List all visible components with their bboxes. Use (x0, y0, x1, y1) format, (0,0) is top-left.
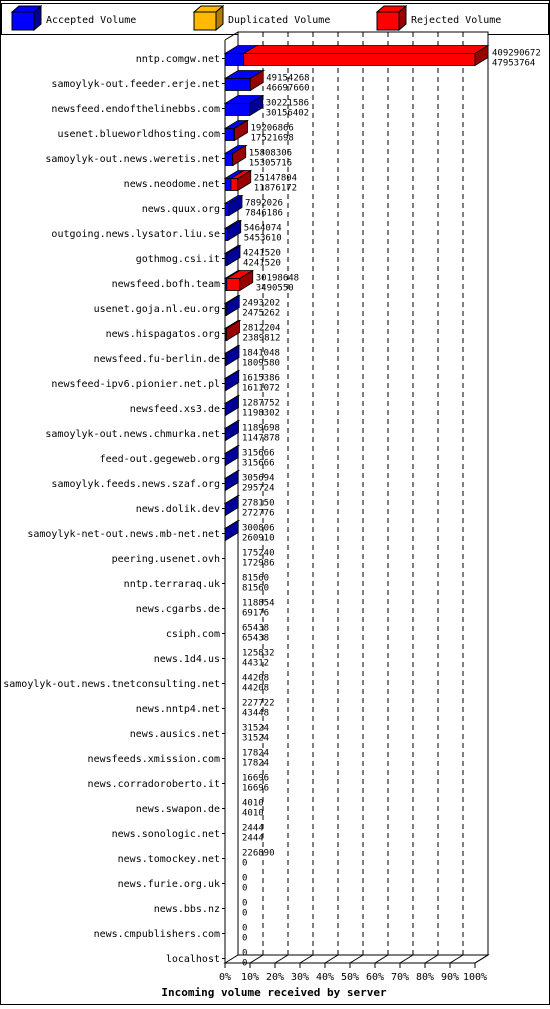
x-tick-label: 70% (390, 972, 410, 983)
category-label: peering.usenet.ovh (111, 554, 220, 565)
total-volume-label: 2812204 (242, 323, 281, 334)
total-volume-label: 4010 (242, 798, 264, 809)
total-volume-label: 5464074 (243, 223, 282, 234)
x-tick-label: 30% (290, 972, 310, 983)
bar-accepted (225, 104, 250, 116)
bar-accepted (225, 229, 228, 241)
accepted-volume-label: 47953764 (492, 58, 536, 69)
category-label: samoylyk-out.news.tnetconsulting.net (3, 679, 220, 690)
bar-accepted (225, 204, 229, 216)
category-label: newsfeed-ipv6.pionier.net.pl (51, 379, 220, 390)
accepted-volume-label: 315666 (242, 458, 275, 469)
total-volume-label: 2493202 (242, 298, 281, 309)
accepted-volume-label: 1147878 (242, 433, 280, 444)
bar-accepted (225, 79, 250, 91)
accepted-volume-label: 46697660 (266, 83, 310, 94)
category-label: csiph.com (165, 629, 220, 640)
category-label: nntp.terraraq.uk (123, 579, 220, 590)
total-volume-label: 31524 (242, 723, 270, 734)
x-tick-label: 90% (440, 972, 460, 983)
accepted-volume-label: 17521698 (250, 133, 294, 144)
bar-accepted (225, 154, 233, 166)
accepted-volume-label: 272776 (242, 508, 275, 519)
bar-top (244, 46, 488, 54)
total-volume-label: 15808306 (248, 148, 293, 159)
category-label: news.nntp4.net (135, 704, 220, 715)
total-volume-label: 81560 (242, 573, 270, 584)
bar-accepted (225, 179, 231, 191)
total-volume-label: 227722 (242, 698, 275, 709)
category-label: samoylyk-net-out.news.mb-net.net (27, 529, 220, 540)
accepted-volume-label: 1611072 (242, 383, 280, 394)
total-volume-label: 4241520 (243, 248, 281, 259)
total-volume-label: 0 (242, 873, 248, 884)
accepted-volume-label: 7846186 (245, 208, 283, 219)
total-volume-label: 1615386 (242, 373, 280, 384)
accepted-volume-label: 2389812 (242, 333, 281, 344)
category-label: newsfeed.fu-berlin.de (93, 354, 220, 365)
category-label: samoylyk.feeds.news.szaf.org (51, 479, 220, 490)
category-label: outgoing.news.lysator.liu.se (51, 229, 220, 240)
category-label: nntp.comgw.net (135, 54, 220, 65)
total-volume-label: 125832 (242, 648, 275, 659)
x-axis-title: Incoming volume received by server (161, 986, 387, 999)
total-volume-label: 44208 (242, 673, 270, 684)
category-label: gothmog.csi.it (135, 254, 220, 265)
category-label: newsfeed.endofthelinebbs.com (51, 104, 220, 115)
total-volume-label: 1189698 (242, 423, 280, 434)
legend-label-1: Accepted Volume (46, 15, 137, 26)
category-label: feed-out.gegeweb.org (99, 454, 220, 465)
accepted-volume-label: 5453610 (243, 233, 282, 244)
accepted-volume-label: 1198302 (242, 408, 280, 419)
total-volume-label: 226890 (242, 848, 275, 859)
accepted-volume-label: 44208 (242, 683, 270, 694)
category-label: news.ausics.net (129, 729, 220, 740)
total-volume-label: 315666 (242, 448, 275, 459)
accepted-volume-label: 81560 (242, 583, 270, 594)
total-volume-label: 19206866 (250, 123, 294, 134)
category-label: news.hispagatos.org (105, 329, 220, 340)
accepted-volume-label: 4241520 (243, 258, 281, 269)
category-label: samoylyk-out.feeder.erje.net (51, 79, 220, 90)
bar-rejected (227, 279, 240, 291)
total-volume-label: 16696 (242, 773, 270, 784)
legend-swatch (12, 12, 34, 30)
category-label: news.sonologic.net (111, 829, 220, 840)
total-volume-label: 49154268 (266, 73, 310, 84)
category-label: newsfeeds.xmission.com (87, 754, 220, 765)
accepted-volume-label: 2444 (242, 833, 264, 844)
accepted-volume-label: 0 (242, 858, 248, 869)
total-volume-label: 175240 (242, 548, 275, 559)
total-volume-label: 65438 (242, 623, 270, 634)
total-volume-label: 25147804 (253, 173, 298, 184)
category-label: news.quux.org (141, 204, 220, 215)
x-tick-label: 80% (415, 972, 435, 983)
accepted-volume-label: 11876172 (253, 183, 298, 194)
accepted-volume-label: 0 (242, 958, 248, 969)
total-volume-label: 30221586 (265, 98, 310, 109)
category-label: news.1d4.us (153, 654, 220, 665)
bar-rejected (231, 179, 238, 191)
total-volume-label: 409290672 (492, 48, 541, 59)
category-label: news.swapon.de (135, 804, 220, 815)
bar-accepted (225, 129, 234, 141)
category-label: news.cmpublishers.com (93, 929, 220, 940)
accepted-volume-label: 31524 (242, 733, 270, 744)
category-label: usenet.goja.nl.eu.org (93, 304, 220, 315)
total-volume-label: 0 (242, 923, 248, 934)
legend-label-3: Rejected Volume (411, 15, 502, 26)
x-tick-label: 20% (265, 972, 285, 983)
total-volume-label: 2444 (242, 823, 264, 834)
category-label: samoylyk-out.news.chmurka.net (45, 429, 220, 440)
accepted-volume-label: 0 (242, 933, 248, 944)
accepted-volume-label: 0 (242, 908, 248, 919)
accepted-volume-label: 2475262 (242, 308, 281, 319)
legend-swatch (377, 12, 399, 30)
x-tick-label: 50% (340, 972, 360, 983)
category-label: news.bbs.nz (153, 904, 220, 915)
accepted-volume-label: 30156402 (265, 108, 310, 119)
category-label: news.dolik.dev (135, 504, 220, 515)
accepted-volume-label: 16696 (242, 783, 270, 794)
total-volume-label: 1841048 (242, 348, 280, 359)
total-volume-label: 300806 (242, 523, 275, 534)
accepted-volume-label: 0 (242, 883, 248, 894)
bar-rejected (244, 54, 475, 66)
total-volume-label: 0 (242, 948, 248, 959)
accepted-volume-label: 15305716 (248, 158, 293, 169)
category-label: newsfeed.bofh.team (111, 279, 220, 290)
accepted-volume-label: 17824 (242, 758, 270, 769)
accepted-volume-label: 69176 (242, 608, 270, 619)
accepted-volume-label: 295724 (242, 483, 275, 494)
category-label: localhost (165, 954, 220, 965)
x-tick-label: 0% (218, 972, 232, 983)
category-label: news.tomockey.net (117, 854, 220, 865)
total-volume-label: 30198648 (255, 273, 300, 284)
total-volume-label: 17824 (242, 748, 270, 759)
accepted-volume-label: 1809580 (242, 358, 280, 369)
accepted-volume-label: 260910 (242, 533, 275, 544)
accepted-volume-label: 3490550 (255, 283, 294, 294)
x-tick-label: 100% (462, 972, 488, 983)
category-label: news.neodome.net (123, 179, 220, 190)
x-tick-label: 10% (240, 972, 260, 983)
total-volume-label: 1287752 (242, 398, 280, 409)
category-label: news.furie.org.uk (117, 879, 220, 890)
category-label: news.cgarbs.de (135, 604, 220, 615)
accepted-volume-label: 65438 (242, 633, 270, 644)
bar-accepted (225, 54, 244, 66)
category-label: newsfeed.xs3.de (129, 404, 220, 415)
category-label: samoylyk-out.news.weretis.net (45, 154, 220, 165)
legend-swatch (194, 12, 216, 30)
x-tick-label: 40% (315, 972, 335, 983)
total-volume-label: 118854 (242, 598, 275, 609)
accepted-volume-label: 44312 (242, 658, 270, 669)
total-volume-label: 278150 (242, 498, 275, 509)
category-label: news.corradoroberto.it (87, 779, 220, 790)
accepted-volume-label: 43448 (242, 708, 270, 719)
accepted-volume-label: 4010 (242, 808, 264, 819)
x-tick-label: 60% (365, 972, 385, 983)
total-volume-label: 305694 (242, 473, 275, 484)
category-label: usenet.blueworldhosting.com (57, 129, 220, 140)
total-volume-label: 0 (242, 898, 248, 909)
accepted-volume-label: 172986 (242, 558, 275, 569)
total-volume-label: 7892026 (245, 198, 283, 209)
legend-label-2: Duplicated Volume (228, 15, 331, 26)
